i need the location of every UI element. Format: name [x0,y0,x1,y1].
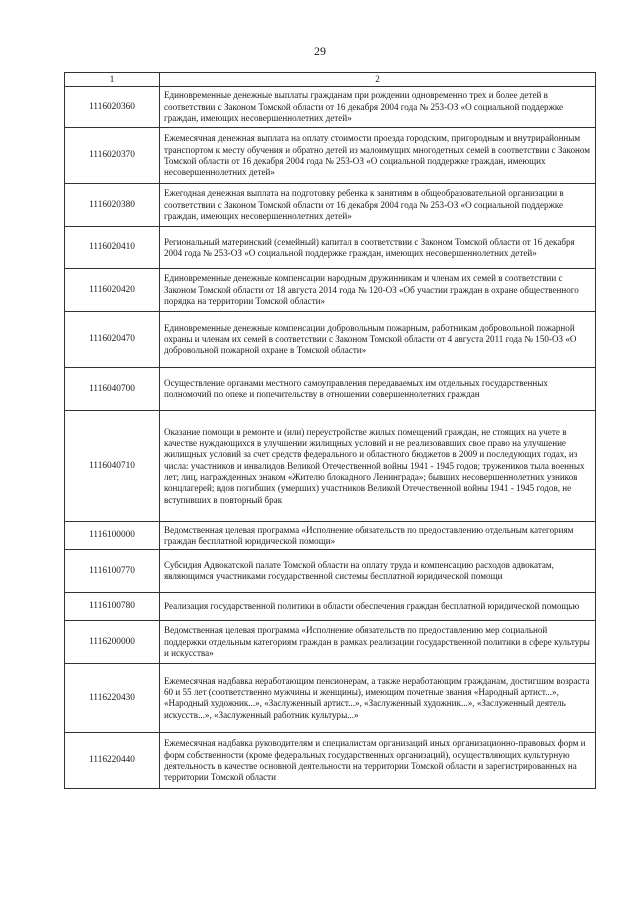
row-description: Ежемесячная надбавка руководителям и специалистам организаций иных организационно-правовых форм и форм собственности (кроме федеральных государственных организаций), осуществляющих культурную деятельность в качестве основной деятельности на территории Томской области и зарегистрированных на территории Томской области [160,733,596,789]
table-row [65,733,596,789]
row-description: Ежемесячная надбавка неработающим пенсионерам, а также неработающим гражданам, достигшим возраста 60 и 55 лет (соответственно мужчины и женщины), имеющим почетные звания «Народный артист...», «Народный художник...», «Заслуженный артист...», «Заслуженный художник...», «Заслуженный деятель искусств...», «Заслуженный работник культуры...» [160,664,596,733]
row-description: Ежемесячная денежная выплата на оплату стоимости проезда городским, пригородным и внутрирайонным транспортом к месту обучения и обратно детей из малоимущих многодетных семей в соответствии с Законом Томской области от 16 декабря 2004 года № 253-ОЗ «О социальной поддержке граждан, имеющих несовершеннолетних детей» [160,128,596,184]
row-description: Субсидия Адвокатской палате Томской области на оплату труда и компенсацию расходов адвокатам, являющимся участниками государственной системы бесплатной юридической помощи [160,550,596,593]
row-code: 1116200000 [65,621,160,664]
table-row [65,550,596,593]
row-description: Осуществление органами местного самоуправления передаваемых им отдельных государственных полномочий по опеке и попечительству в отношении совершеннолетних граждан [160,368,596,411]
budget-classification-table [64,72,596,789]
table-row [65,522,596,550]
column-header-description: 2 [160,73,596,87]
table-row [65,312,596,368]
row-code: 1116020470 [65,312,160,368]
table-row [65,128,596,184]
table-row [65,411,596,522]
row-code: 1116040710 [65,411,160,522]
row-code: 1116020360 [65,87,160,128]
row-code: 1116020420 [65,269,160,312]
table-header-row [65,73,596,87]
row-code: 1116020380 [65,184,160,227]
table-row [65,184,596,227]
table-row [65,87,596,128]
row-description: Единовременные денежные компенсации добровольным пожарным, работникам добровольной пожарной охраны и членам их семей в соответствии с Законом Томской области от 4 августа 2011 года № 150-ОЗ «О добровольной пожарной охране в Томской области» [160,312,596,368]
table-row [65,664,596,733]
page-number: 29 [314,44,326,58]
row-description: Реализация государственной политики в области обеспечения граждан бесплатной юридической помощью [160,593,596,621]
table-row [65,593,596,621]
row-description: Оказание помощи в ремонте и (или) переустройстве жилых помещений граждан, не стоящих на учете в качестве нуждающихся в улучшении жилищных условий и не реализовавших свое право на улучшение жилищных условий за счет средств федерального и областного бюджетов в 2009 и последующих годах, из числа: участников и инвалидов Великой Отечественной войны 1941 - 1945 годов; тружеников тыла военных лет; лиц, награжденных знаком «Жителю блокадного Ленинграда»; бывших несовершеннолетних узников концлагерей; вдов погибших (умерших) участников Великой Отечественной войны 1941 - 1945 годов, не вступивших в повторный брак [160,411,596,522]
row-code: 1116040700 [65,368,160,411]
row-code: 1116220440 [65,733,160,789]
row-code: 1116220430 [65,664,160,733]
table-row [65,227,596,269]
row-description: Единовременные денежные компенсации народным дружинникам и членам их семей в соответствии с Законом Томской области от 18 августа 2014 года № 120-ОЗ «Об участии граждан в охране общественного порядка на территории Томской области» [160,269,596,312]
row-code: 1116100000 [65,522,160,550]
row-description: Ведомственная целевая программа «Исполнение обязательств по предоставлению мер социальной поддержки отдельным категориям граждан в рамках реализации государственной политики в сфере культуры и искусства» [160,621,596,664]
table-row [65,368,596,411]
row-description: Ежегодная денежная выплата на подготовку ребенка к занятиям в общеобразовательной организации в соответствии с Законом Томской области от 16 декабря 2004 года № 253-ОЗ «О социальной поддержке граждан, имеющих несовершеннолетних детей» [160,184,596,227]
table-row [65,269,596,312]
row-code: 1116100770 [65,550,160,593]
row-description: Региональный материнский (семейный) капитал в соответствии с Законом Томской области от 16 декабря 2004 года № 253-ОЗ «О социальной поддержке граждан, имеющих несовершеннолетних детей» [160,227,596,269]
row-description: Единовременные денежные выплаты гражданам при рождении одновременно трех и более детей в соответствии с Законом Томской области от 16 декабря 2004 года № 253-ОЗ «О социальной поддержке граждан, имеющих несовершеннолетних детей» [160,87,596,128]
table-row [65,621,596,664]
row-code: 1116100780 [65,593,160,621]
row-code: 1116020410 [65,227,160,269]
column-header-code: 1 [65,73,160,87]
row-description: Ведомственная целевая программа «Исполнение обязательств по предоставлению отдельным категориям граждан бесплатной юридической помощи» [160,522,596,550]
row-code: 1116020370 [65,128,160,184]
